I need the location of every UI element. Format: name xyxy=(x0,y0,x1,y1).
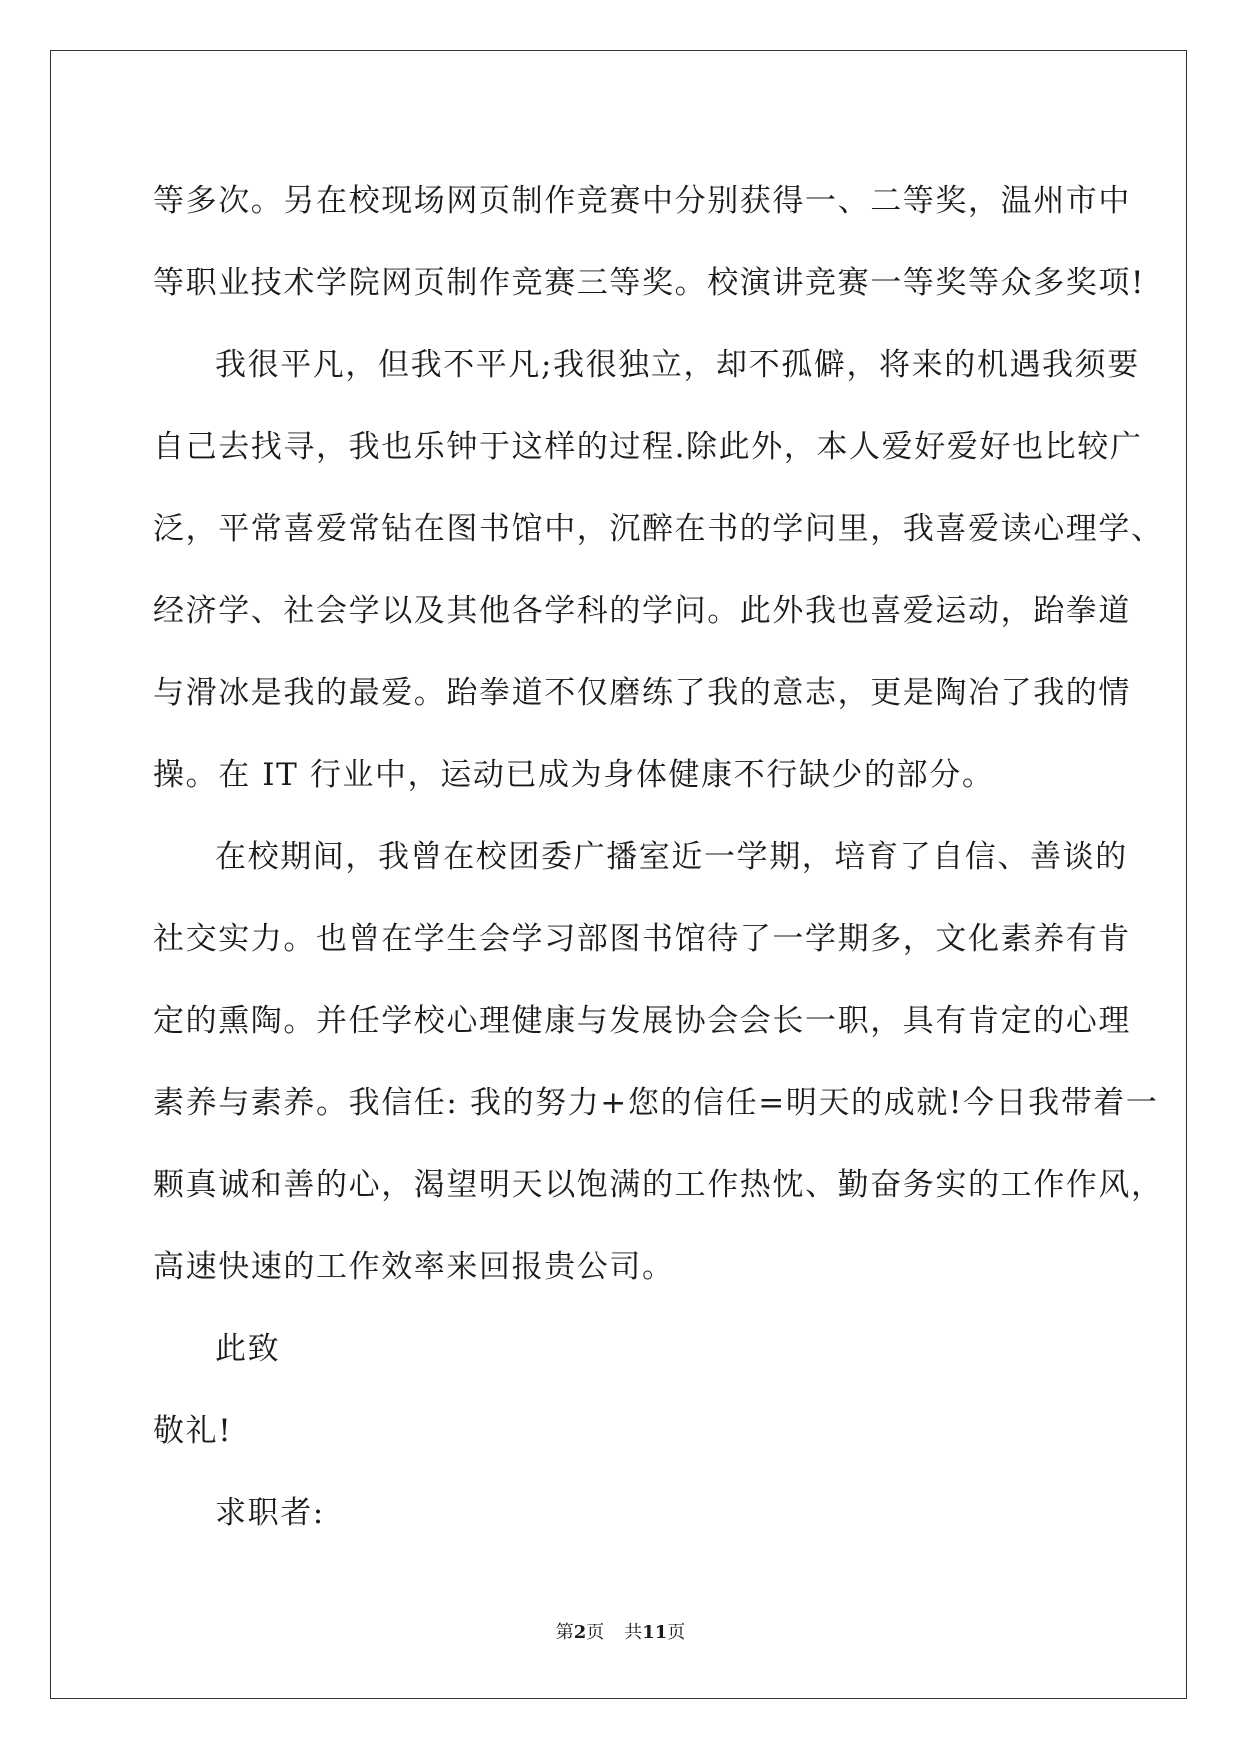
text-line: 与滑冰是我的最爱。跆拳道不仅磨练了我的意志，更是陶冶了我的情 xyxy=(153,675,1131,711)
paragraph-start: 我很平凡，但我不平凡;我很独立，却不孤僻，将来的机遇我须要 xyxy=(215,347,1140,383)
footer-prefix: 第 xyxy=(555,1622,574,1643)
signature-label: 求职者: xyxy=(215,1495,325,1531)
page-number-footer xyxy=(0,1618,1241,1644)
text-line: 高速快速的工作效率来回报贵公司。 xyxy=(153,1249,675,1285)
text-line: 等职业技术学院网页制作竞赛三等奖。校演讲竞赛一等奖等众多奖项! xyxy=(153,265,1146,301)
text-line: 定的熏陶。并任学校心理健康与发展协会会长一职，具有肯定的心理 xyxy=(153,1003,1131,1039)
text-line: 操。在 IT 行业中，运动已成为身体健康不行缺少的部分。 xyxy=(153,757,995,793)
text-line: 经济学、社会学以及其他各学科的学问。此外我也喜爱运动，跆拳道 xyxy=(153,593,1131,629)
text-line: 等多次。另在校现场网页制作竞赛中分别获得一、二等奖，温州市中 xyxy=(153,183,1131,219)
text-line: 素养与素养。我信任: 我的努力+您的信任=明天的成就!今日我带着一 xyxy=(153,1085,1159,1121)
text-line: 泛，平常喜爱常钻在图书馆中，沉醉在书的学问里，我喜爱读心理学、 xyxy=(153,511,1164,547)
closing-salutation: 此致 xyxy=(215,1331,281,1367)
current-page-number: 2 xyxy=(573,1622,587,1643)
closing-regards: 敬礼! xyxy=(153,1413,233,1449)
letter-body xyxy=(153,160,1164,1554)
text-line: 颗真诚和善的心，渴望明天以饱满的工作热忱、勤奋务实的工作作风， xyxy=(153,1167,1164,1203)
text-line: 自己去找寻，我也乐钟于这样的过程.除此外，本人爱好爱好也比较广 xyxy=(153,429,1143,465)
paragraph-start: 在校期间，我曾在校团委广播室近一学期，培育了自信、善谈的 xyxy=(215,839,1128,875)
footer-page-unit: 页 xyxy=(586,1622,605,1643)
text-line: 社交实力。也曾在学生会学习部图书馆待了一学期多，文化素养有肯 xyxy=(153,921,1131,957)
total-pages-number: 11 xyxy=(642,1622,668,1643)
footer-total-unit: 页 xyxy=(667,1622,686,1643)
footer-total-prefix: 共 xyxy=(624,1622,643,1643)
